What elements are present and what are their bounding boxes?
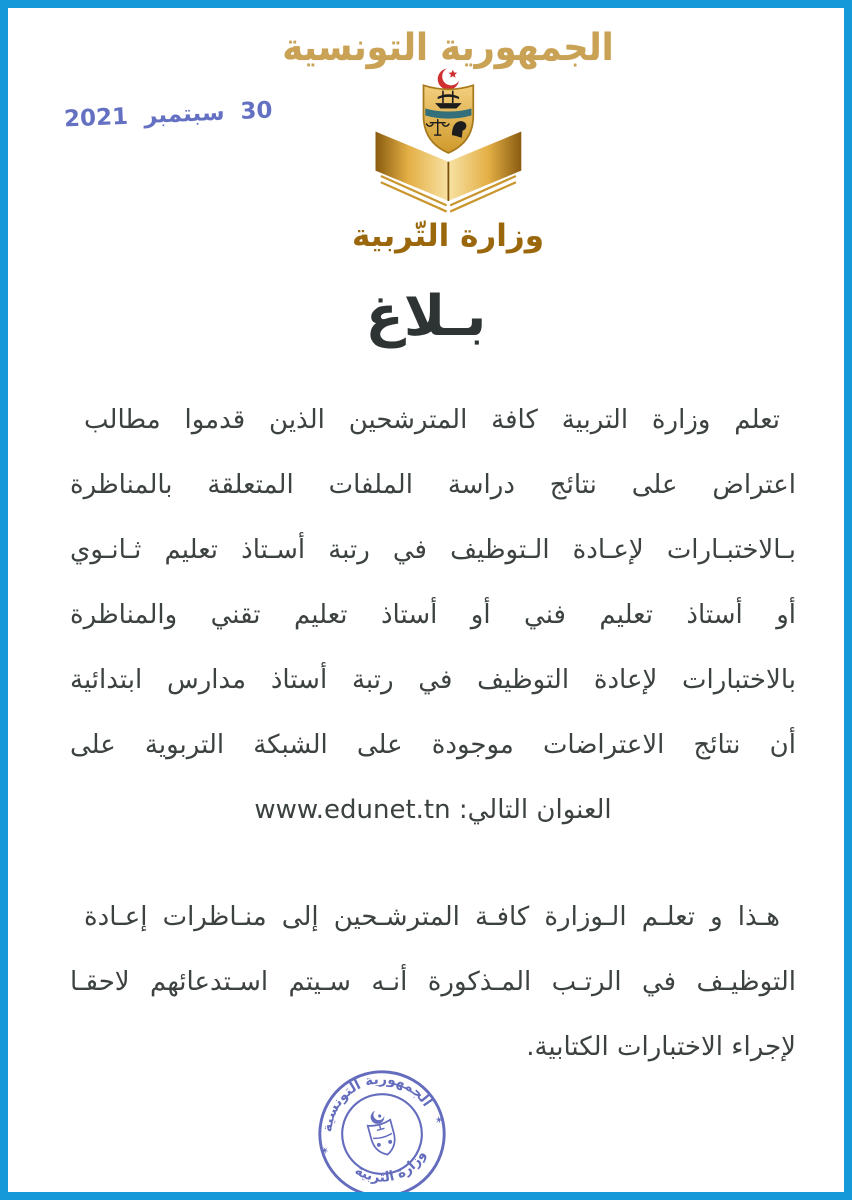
crescent-star-icon: [437, 68, 459, 90]
body-line: هـذا و تعلـم الـوزارة كافـة المترشـحين إلى منـاظرات إعـادة: [84, 902, 780, 932]
seal-top-text: الجمهورية التونسية: [319, 1071, 435, 1133]
ministry-name: وزارة التّربية: [352, 218, 544, 254]
seal-center-emblem-icon: [364, 1107, 398, 1158]
star-icon: ✶: [433, 1112, 446, 1128]
body-line: بـالاختبـارات لإعـادة الـتوظيف في رتبة أسـتاذ تعليم ثـانـوي: [70, 535, 796, 565]
tunisia-coat-of-arms-icon: [359, 64, 537, 224]
url-label: العنوان التالي:: [458, 795, 612, 825]
date-stamp: 30 سبتمبر 2021: [63, 97, 274, 133]
seal-bottom-text: وزارة التربية: [352, 1147, 430, 1186]
shield-icon: [423, 85, 473, 153]
star-icon: ✶: [318, 1143, 331, 1159]
body-line: تعلم وزارة التربية كافة المترشحين الذين قدموا مطالب: [84, 405, 780, 435]
body-line: التوظيـف في الرتـب المـذكورة أنـه سـيتم اسـتدعائهم لاحقـا: [70, 967, 796, 997]
republic-calligraphy: الجمهورية التونسية: [282, 26, 614, 70]
url-line: [70, 778, 796, 843]
body-line: اعتراض على نتائج دراسة الملفات المتعلقة بالمناظرة: [70, 470, 796, 500]
communique-body: [70, 388, 796, 1080]
communique-title: بـلاغ: [365, 284, 487, 349]
edunet-url: www.edunet.tn: [254, 795, 451, 825]
body-line: بالاختبارات لإعادة التوظيف في رتبة أستاذ مدارس ابتدائية: [70, 665, 796, 695]
body-line: أن نتائج الاعتراضات موجودة على الشبكة التربوية على: [70, 730, 796, 760]
body-line: أو أستاذ تعليم فني أو أستاذ تعليم تقني والمناظرة: [70, 600, 796, 630]
header-emblem-block: [282, 28, 613, 254]
svg-text:وزارة التربية: [349, 1145, 434, 1194]
body-line: لإجراء الاختبارات الكتابية.: [526, 1032, 796, 1062]
